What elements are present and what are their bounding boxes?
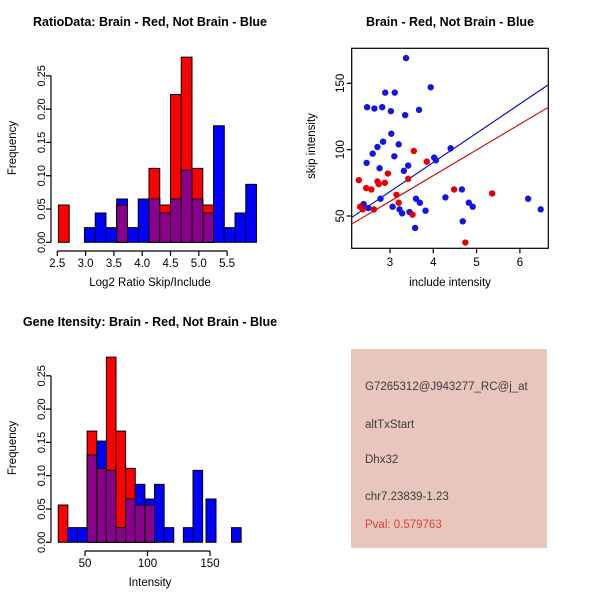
histogram-bar-overlap [145, 505, 155, 542]
scatter-point-brain [424, 158, 430, 164]
histogram-bar-overlap [117, 205, 128, 242]
x-axis-tick-label: 4 [430, 257, 437, 269]
y-axis-tick-label: 0.10 [36, 164, 48, 187]
scatter-point-not-brain [388, 131, 394, 137]
scatter-point-not-brain [399, 210, 405, 216]
scatter-point-not-brain [391, 153, 397, 159]
scatter-point-not-brain [525, 196, 531, 202]
scatter-point-not-brain [417, 200, 423, 206]
scatter-point-brain [385, 170, 391, 176]
scatter-point-not-brain [389, 204, 395, 210]
scatter-point-not-brain [365, 205, 371, 211]
scatter-point-brain [360, 206, 366, 212]
x-axis-tick-label: 5 [473, 257, 480, 269]
scatter-point-not-brain [405, 162, 411, 168]
scatter-point-brain [405, 176, 411, 182]
y-axis-tick-label: 100 [335, 140, 347, 160]
histogram-bar-blue [127, 228, 138, 243]
scatter-point-not-brain [379, 104, 385, 110]
scatter-point-not-brain [537, 206, 543, 212]
y-axis-tick-label: 0.25 [36, 365, 48, 387]
x-axis-tick-label: 50 [78, 558, 92, 570]
histogram-bar-overlap [116, 528, 126, 543]
scatter-point-brain [356, 177, 362, 183]
locus-text: chr7.23839-1.23 [365, 491, 449, 503]
ratio-histogram-plot [0, 0, 300, 300]
scatter-ylabel: skip intensity [306, 113, 318, 179]
ratio-histogram-title: RatioData: Brain - Red, Not Brain - Blue [32, 15, 268, 29]
y-axis-tick-label: 0.05 [36, 198, 48, 220]
scatter-point-not-brain [376, 165, 382, 171]
histogram-bar-blue [68, 528, 78, 543]
scatter-point-not-brain [369, 150, 375, 156]
histogram-bar-blue [224, 228, 235, 243]
histogram-bar-blue [183, 528, 193, 543]
histogram-bar-blue [246, 184, 257, 242]
probe-id-text: G7265312@J943277_RC@j_at [365, 381, 528, 393]
histogram-bar-blue [95, 213, 106, 242]
scatter-point-not-brain [388, 108, 394, 114]
ratio-histogram-panel [0, 0, 300, 300]
x-axis-tick-label: 5.5 [219, 258, 236, 270]
scatter-point-not-brain [403, 55, 409, 61]
scatter-point-not-brain [374, 144, 380, 150]
y-axis-tick-label: 0.05 [36, 498, 48, 520]
scatter-point-not-brain [382, 89, 388, 95]
scatter-point-not-brain [363, 160, 369, 166]
x-axis-tick-label: 150 [200, 558, 220, 570]
scatter-point-not-brain [459, 186, 465, 192]
y-axis-tick-label: 0.15 [36, 131, 48, 154]
x-axis-tick-label: 6 [516, 257, 524, 269]
y-axis-tick-label: 0.10 [36, 464, 48, 487]
gene-intensity-ylabel: Frequency [7, 420, 19, 476]
x-axis-tick-label: 3 [386, 257, 394, 269]
histogram-bar-blue [193, 470, 203, 542]
y-axis-tick-label: 0.20 [36, 98, 48, 120]
scatter-point-not-brain [371, 105, 377, 111]
histogram-bar-blue [106, 228, 117, 243]
scatter-point-not-brain [447, 145, 453, 151]
histogram-bar-blue [232, 528, 242, 543]
histogram-bar-blue [138, 199, 149, 242]
y-axis-tick-label: 0.00 [36, 531, 48, 554]
x-axis-tick-label: 4.5 [162, 258, 179, 270]
histogram-bar-overlap [171, 199, 182, 242]
y-axis-tick-label: 0.00 [36, 231, 48, 254]
histogram-bar-blue [206, 499, 216, 542]
scatter-point-brain [462, 239, 468, 245]
ratio-histogram-xlabel: Log2 Ratio Skip/Include [89, 277, 211, 289]
histogram-bar-blue [78, 528, 88, 543]
y-axis-tick-label: 50 [335, 209, 347, 223]
scatter-point-not-brain [470, 204, 476, 210]
scatter-title: Brain - Red, Not Brain - Blue [365, 15, 535, 29]
scatter-point-not-brain [377, 196, 383, 202]
histogram-bar-blue [214, 126, 225, 243]
scatter-point-brain [451, 186, 457, 192]
x-axis-tick-label: 5.0 [190, 258, 207, 270]
gene-intensity-histogram-panel [0, 300, 300, 600]
histogram-bar-red [116, 431, 126, 542]
scatter-point-brain [409, 211, 415, 217]
ratio-histogram-ylabel: Frequency [7, 120, 19, 176]
scatter-plot [300, 0, 600, 300]
histogram-bar-red [58, 205, 69, 242]
histogram-bar-red [58, 505, 68, 542]
scatter-point-not-brain [380, 138, 386, 144]
scatter-point-brain [376, 181, 382, 187]
histogram-bar-blue [155, 484, 165, 542]
gene-info-box [351, 349, 547, 548]
intensity-scatter-panel [300, 0, 600, 300]
histogram-bar-overlap [97, 468, 107, 542]
x-axis-tick-label: 2.5 [49, 258, 66, 270]
scatter-point-brain [393, 192, 399, 198]
histogram-bar-overlap [181, 170, 192, 242]
scatter-point-not-brain [364, 104, 370, 110]
histogram-bar-overlap [149, 199, 160, 242]
x-axis-tick-label: 4.0 [134, 258, 151, 270]
x-axis-tick-label: 3.0 [77, 258, 94, 270]
y-axis-tick-label: 0.15 [36, 431, 48, 454]
gene-intensity-plot [0, 300, 300, 600]
histogram-bar-overlap [192, 199, 203, 242]
event-type-text: altTxStart [365, 419, 415, 431]
scatter-point-not-brain [460, 218, 466, 224]
gene-info-panel [300, 300, 600, 600]
histogram-bar-blue [235, 213, 246, 242]
y-axis-tick-label: 0.25 [36, 65, 48, 87]
scatter-point-not-brain [412, 225, 418, 231]
histogram-bar-blue [84, 228, 95, 243]
y-axis-tick-label: 0.20 [36, 398, 48, 420]
y-axis-tick-label: 150 [335, 73, 347, 93]
scatter-point-brain [368, 186, 374, 192]
scatter-point-brain [489, 190, 495, 196]
scatter-point-not-brain [402, 112, 408, 118]
scatter-point-not-brain [401, 168, 407, 174]
scatter-point-brain [371, 206, 377, 212]
x-axis-tick-label: 100 [137, 558, 158, 570]
scatter-point-brain [395, 200, 401, 206]
histogram-bar-overlap [106, 470, 116, 542]
scatter-point-not-brain [416, 107, 422, 113]
histogram-bar-blue [164, 528, 174, 543]
scatter-point-not-brain [422, 207, 428, 213]
scatter-point-brain [382, 180, 388, 186]
gene-symbol-text: Dhx32 [365, 454, 399, 466]
histogram-bar-overlap [87, 455, 97, 542]
histogram-bar-overlap [160, 213, 171, 242]
scatter-xlabel: include intensity [409, 277, 491, 289]
gene-intensity-title: Gene Itensity: Brain - Red, Not Brain - Blue [22, 315, 278, 329]
x-axis-tick-label: 3.5 [105, 258, 122, 270]
histogram-bar-overlap [135, 505, 145, 542]
scatter-point-not-brain [395, 141, 401, 147]
histogram-bar-overlap [203, 213, 214, 242]
gene-intensity-xlabel: Intensity [128, 577, 172, 589]
histogram-bar-overlap [126, 499, 136, 542]
scatter-point-not-brain [428, 84, 434, 90]
scatter-point-not-brain [433, 157, 439, 163]
pval-text: Pval: 0.579763 [365, 519, 442, 531]
scatter-point-not-brain [392, 89, 398, 95]
scatter-point-brain [411, 148, 417, 154]
scatter-point-not-brain [442, 194, 448, 200]
